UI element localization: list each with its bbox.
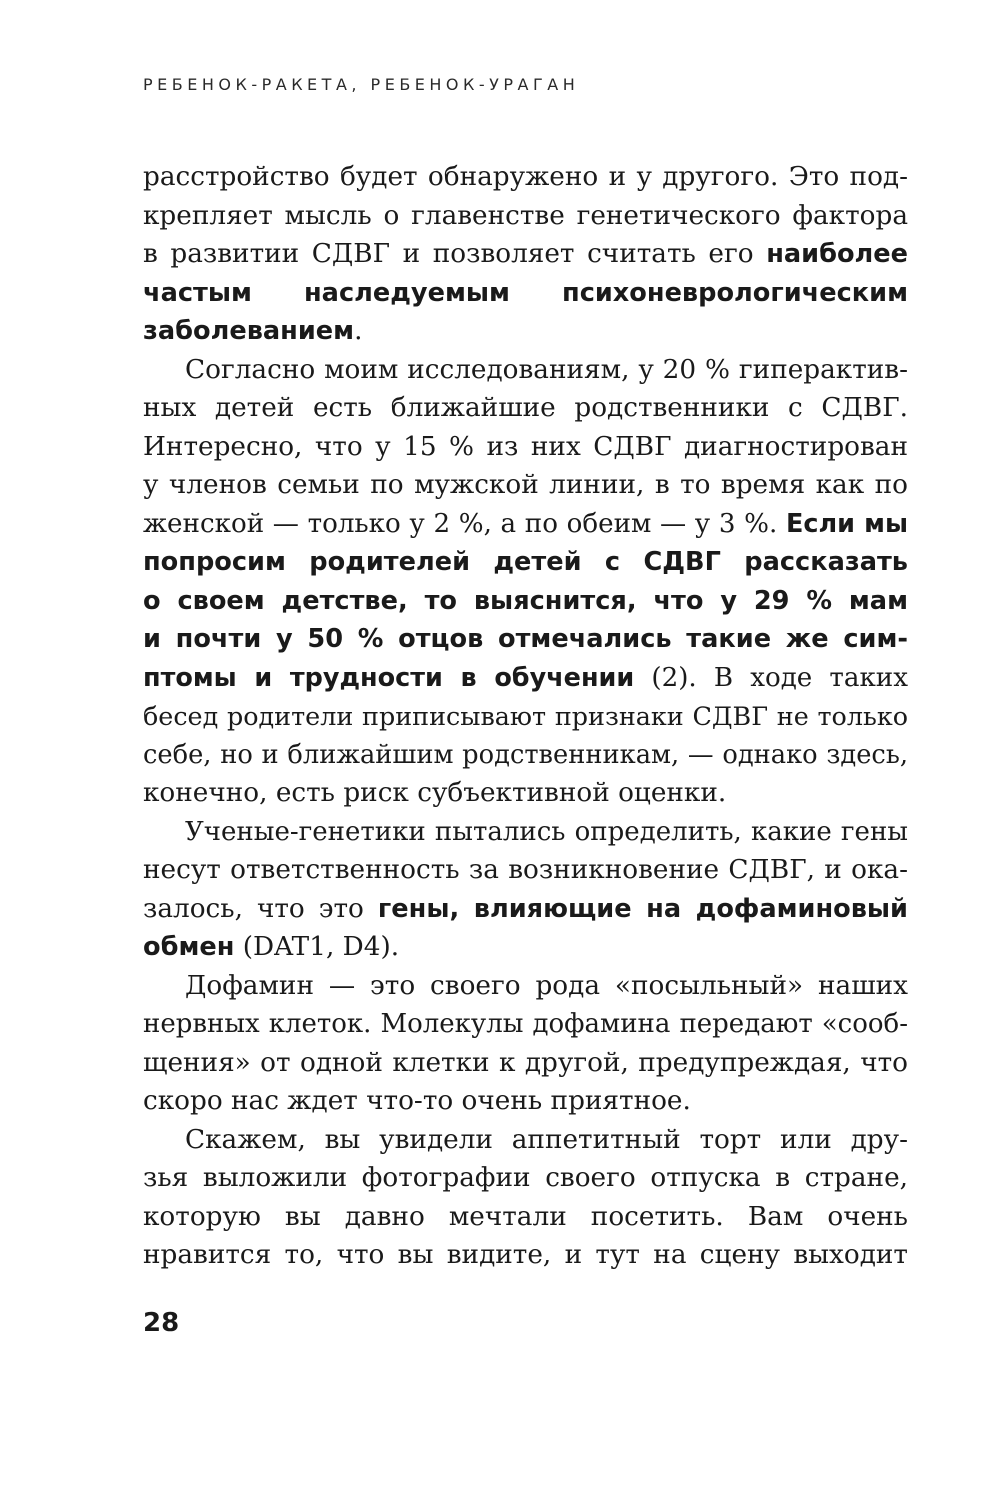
- bold-text: Если мы: [785, 508, 908, 539]
- body-text: [143, 158, 908, 1275]
- text-line: залось, что это гены, влияющие на дофаминовый: [143, 893, 908, 924]
- bold-text: птомы и трудности в обучении: [143, 662, 635, 693]
- text-line: [143, 274, 908, 313]
- text-line: конечно, есть риск субъективной оценки.: [143, 778, 727, 808]
- text-line: нервных клеток. Молекулы дофамина передают «сооб-: [143, 1009, 908, 1039]
- paragraph-start: Скажем, вы увидели аппетитный торт или дру-: [185, 1124, 908, 1155]
- text-line: себе, но и ближайшим родственникам, — однако здесь,: [143, 739, 908, 770]
- bold-text: наиболее: [766, 239, 908, 269]
- text-line: бесед родители приписывают признаки СДВГ не только: [143, 701, 908, 731]
- bold-text: попросим родителей детей с СДВГ рассказать: [143, 547, 908, 577]
- text-line: щения» от одной клетки к другой, предупреждая, что: [143, 1047, 908, 1078]
- text-line: Интересно, что у 15 % из них СДВГ диагностирован: [143, 431, 908, 462]
- text-line: [143, 582, 908, 621]
- page-number: 28: [143, 1308, 180, 1338]
- text-line: обмен (DAT1, D4).: [143, 932, 400, 962]
- text-line: скоро нас ждет что-то очень приятное.: [143, 1086, 691, 1116]
- text-line: [143, 543, 908, 582]
- text-line: у членов семьи по мужской линии, в то время как по: [143, 470, 908, 500]
- paragraph-start: Ученые-генетики пытались определить, какие гены: [185, 816, 908, 847]
- bold-text: обмен: [143, 932, 235, 962]
- text-line: которую вы давно мечтали посетить. Вам очень: [143, 1201, 908, 1232]
- text-line: расстройство будет обнаружено и у другого. Это под-: [143, 162, 908, 192]
- paragraph-start: Согласно моим исследованиям, у 20 % гиперактив-: [185, 354, 908, 385]
- bold-text: гены, влияющие на дофаминовый: [377, 893, 908, 924]
- text-line: заболеванием.: [143, 316, 363, 346]
- text-line: несут ответственность за возникновение СДВГ, и ока-: [143, 855, 908, 885]
- bold-text: заболеванием: [143, 316, 355, 346]
- paragraph-start: Дофамин — это своего рода «посыльный» наших: [185, 970, 908, 1001]
- bold-text: и почти у 50 % отцов отмечались такие же сим-: [143, 624, 908, 654]
- text-line: [143, 620, 908, 659]
- text-line: зья выложили фотографии своего отпуска в стране,: [143, 1163, 908, 1193]
- text-line: птомы и трудности в обучении (2). В ходе таких: [143, 662, 908, 693]
- bold-text: частым наследуемым психоневрологическим: [143, 277, 908, 308]
- text-line: нравится то, что вы видите, и тут на сцену выходит: [143, 1240, 908, 1270]
- text-line: в развитии СДВГ и позволяет считать его наиболее: [143, 239, 908, 269]
- text-line: ных детей есть ближайшие родственники с СДВГ.: [143, 393, 908, 423]
- text-line: женской — только у 2 %, а по обеим — у 3 %. Если мы: [143, 508, 908, 539]
- running-head: РЕБЕНОК-РАКЕТА, РЕБЕНОК-УРАГАН: [143, 75, 580, 94]
- text-line: крепляет мысль о главенстве генетического фактора: [143, 200, 908, 231]
- bold-text: о своем детстве, то выяснится, что у 29 % мам: [143, 585, 908, 616]
